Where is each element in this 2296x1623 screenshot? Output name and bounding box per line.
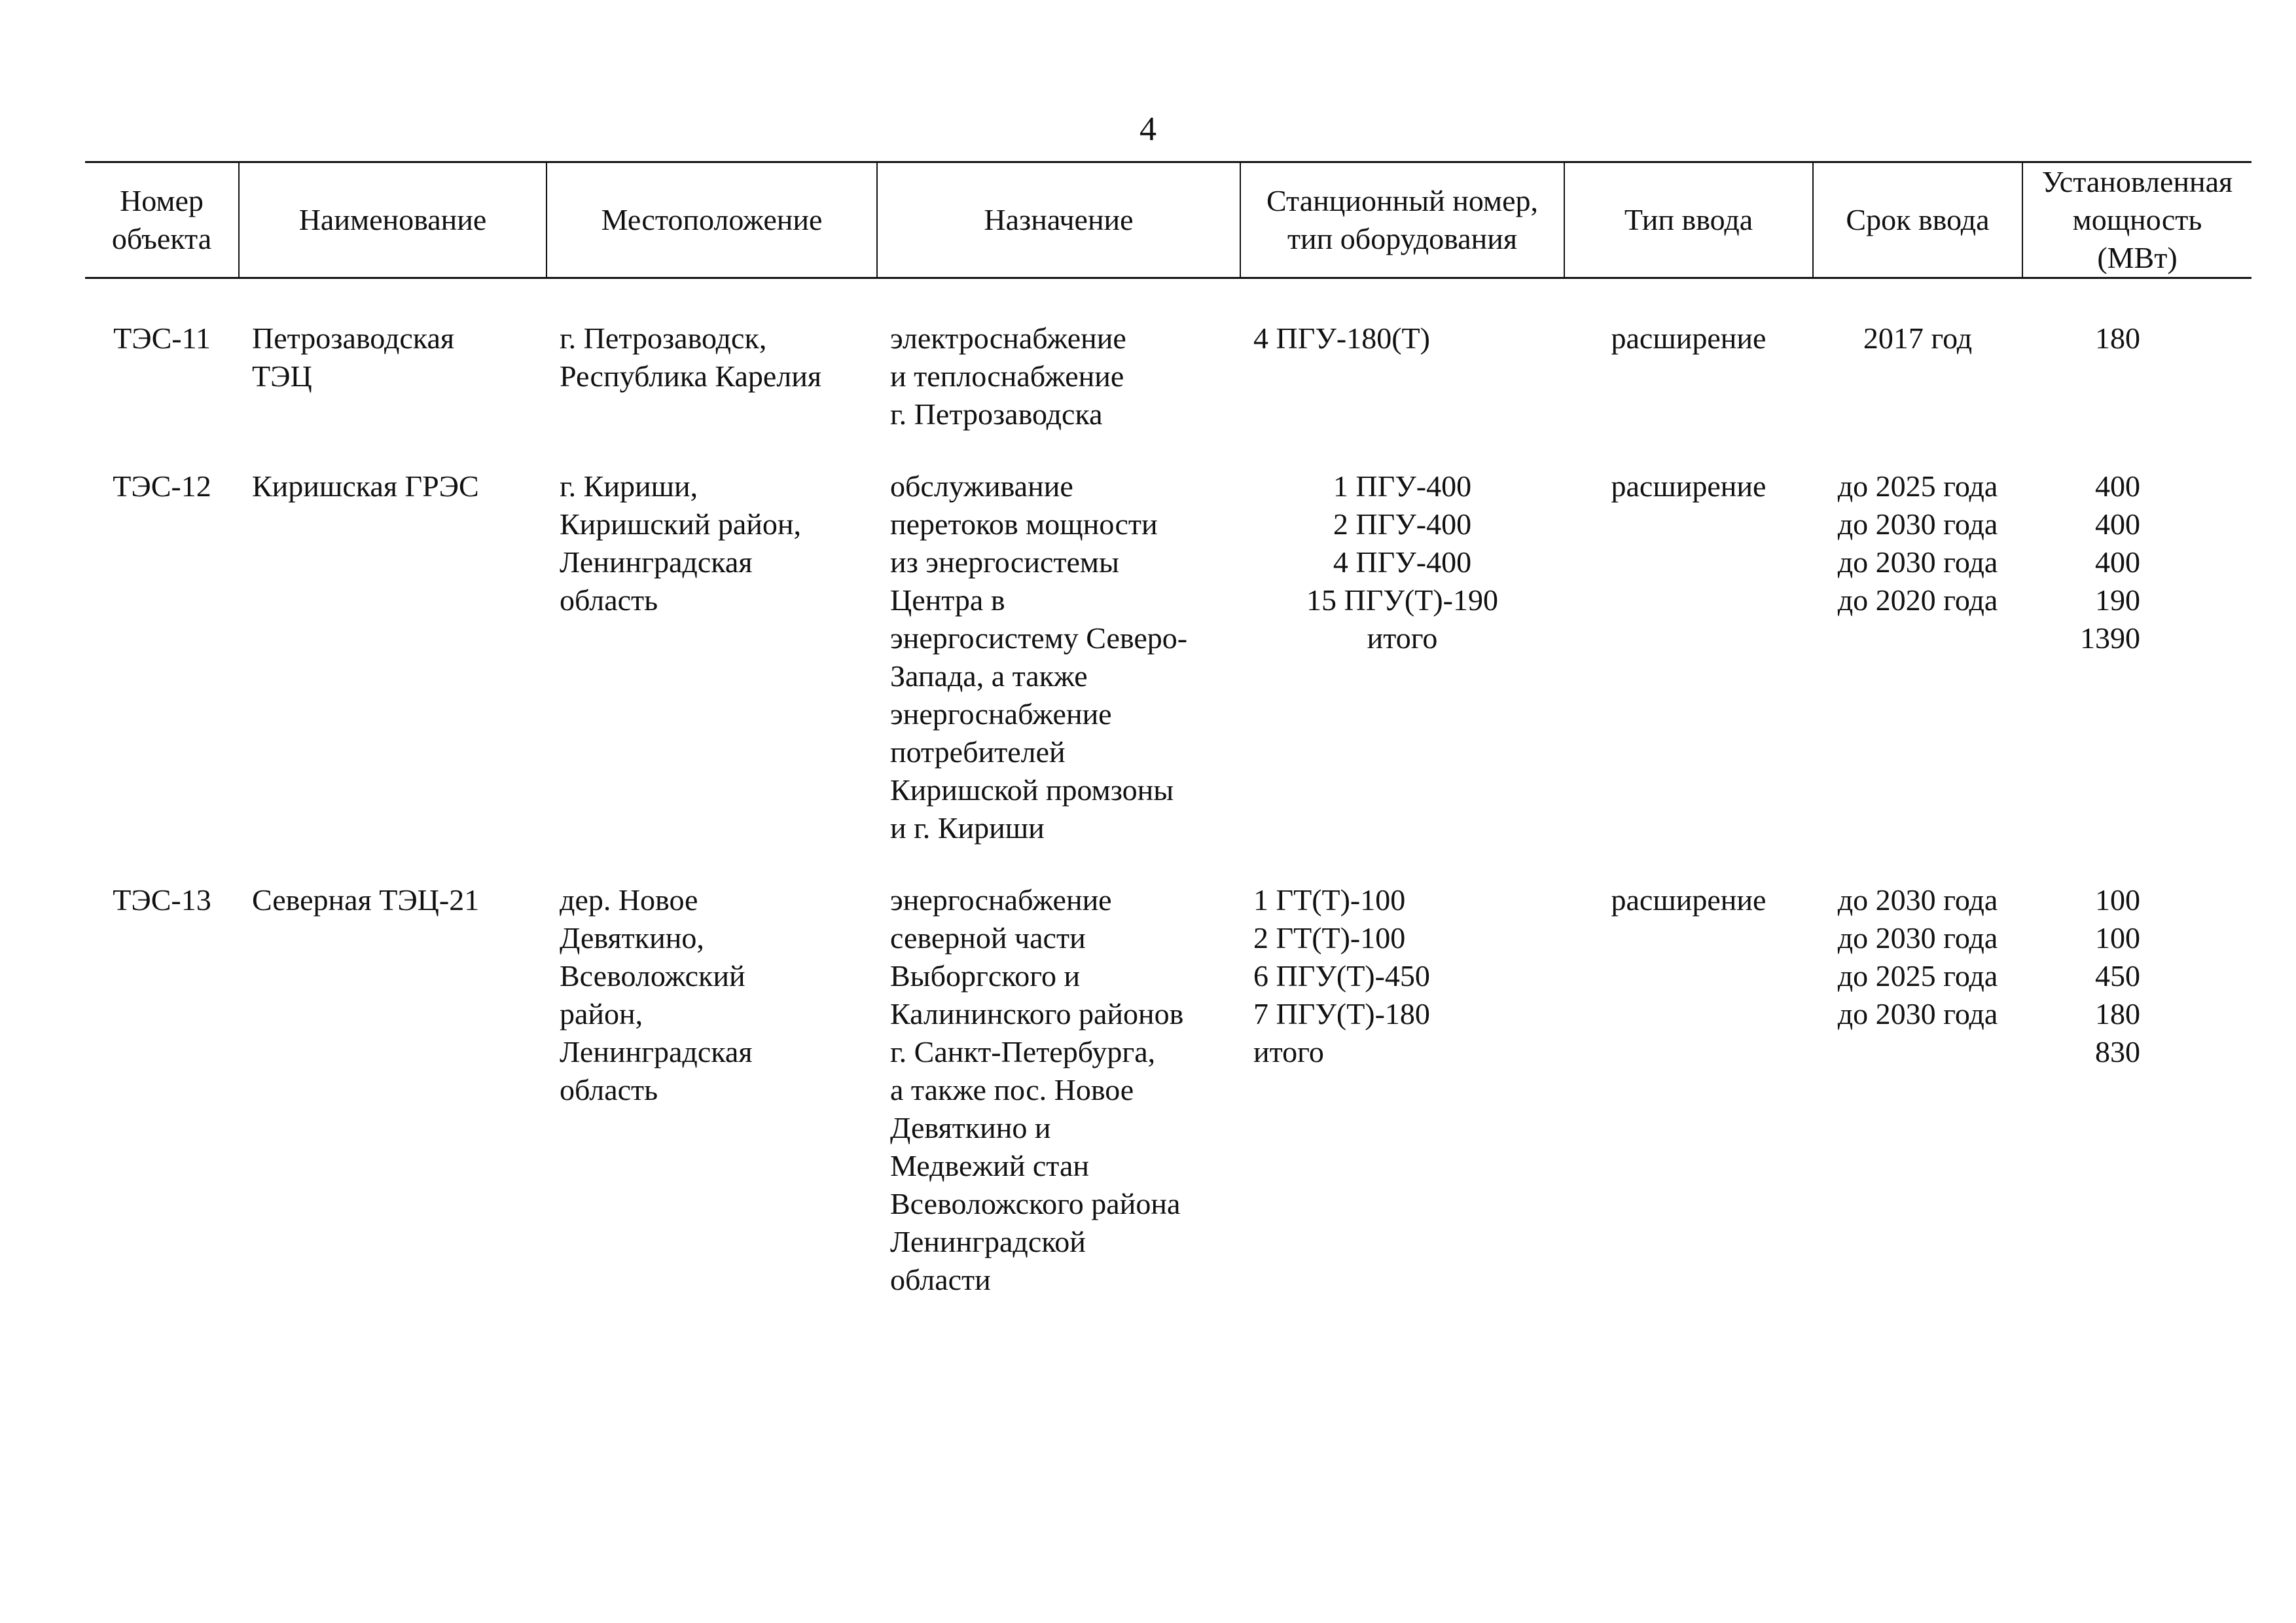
cell-purpose-line: Девяткино и [890, 1111, 1051, 1144]
cell-location-line: Ленинградская [560, 1035, 753, 1068]
cell-equipment [1240, 881, 1564, 1333]
cell-input-date [1813, 881, 2022, 1333]
cell-name-line: ТЭЦ [252, 359, 312, 393]
cell-equipment-line: 1 ГТ(Т)-100 [1253, 883, 1406, 917]
cell-purpose-line: перетоков мощности [890, 507, 1158, 541]
cell-equipment-line: 2 ГТ(Т)-100 [1253, 921, 1406, 955]
header-number: Номер объекта [85, 162, 239, 278]
header-equipment: Станционный номер, тип оборудования [1240, 162, 1564, 278]
cell-power-line: 400 [2095, 507, 2140, 541]
cell-purpose-line: энергоснабжение [890, 883, 1112, 917]
cell-input-date [1813, 467, 2022, 881]
cell-location [547, 881, 877, 1333]
cell-equipment-line: 6 ПГУ(Т)-450 [1253, 959, 1430, 993]
cell-input-date-line: до 2025 года [1837, 959, 1998, 993]
cell-input-type: расширение [1611, 883, 1767, 917]
cell-power-line: 400 [2095, 469, 2140, 503]
cell-name-line: Северная ТЭЦ-21 [252, 883, 480, 917]
cell-name [239, 881, 547, 1333]
cell-power-line: 100 [2095, 883, 2140, 917]
cell-purpose-line: энергосистему Северо- [890, 621, 1188, 655]
cell-power [2022, 278, 2251, 468]
cell-location-line: район, [560, 997, 643, 1030]
cell-power-line: 180 [2095, 321, 2140, 355]
cell-power-line: 450 [2095, 959, 2140, 993]
cell-equipment-line: 15 ПГУ(Т)-190 [1306, 583, 1498, 617]
table-row [85, 881, 2251, 1333]
cell-power-line: 400 [2095, 545, 2140, 579]
cell-input-date-line: до 2020 года [1837, 583, 1998, 617]
cell-location [547, 467, 877, 881]
header-purpose: Назначение [877, 162, 1240, 278]
cell-input-date-line: до 2030 года [1837, 921, 1998, 955]
cell-object-number: ТЭС-11 [113, 321, 211, 355]
cell-purpose-line: электроснабжение [890, 321, 1126, 355]
cell-purpose-line: энергоснабжение [890, 697, 1112, 731]
cell-location-line: область [560, 583, 658, 617]
cell-input-date-line: до 2025 года [1837, 469, 1998, 503]
cell-power [2022, 467, 2251, 881]
cell-location-line: дер. Новое [560, 883, 698, 917]
cell-object-number: ТЭС-12 [113, 469, 211, 503]
cell-purpose-line: г. Петрозаводска [890, 397, 1103, 431]
header-location: Местоположение [547, 162, 877, 278]
header-power: Установленная мощность (МВт) [2022, 162, 2251, 278]
cell-equipment-line: итого [1367, 621, 1438, 655]
cell-equipment-line: 4 ПГУ-400 [1333, 545, 1472, 579]
cell-input-type: расширение [1611, 469, 1767, 503]
cell-location-line: Всеволожский [560, 959, 745, 993]
cell-power-line: 830 [2095, 1035, 2140, 1068]
cell-location-line: Девяткино, [560, 921, 704, 955]
cell-power-line: 180 [2095, 997, 2140, 1030]
cell-purpose-line: Всеволожского района [890, 1187, 1181, 1220]
cell-location-line: область [560, 1073, 658, 1106]
cell-purpose-line: а также пос. Новое [890, 1073, 1134, 1106]
header-input-date: Срок ввода [1813, 162, 2022, 278]
cell-location [547, 278, 877, 468]
cell-purpose-line: обслуживание [890, 469, 1073, 503]
cell-equipment-line: 7 ПГУ(Т)-180 [1253, 997, 1430, 1030]
cell-purpose-line: области [890, 1263, 991, 1296]
cell-location-line: Ленинградская [560, 545, 753, 579]
cell-power [2022, 881, 2251, 1333]
table-header-row [85, 162, 2251, 278]
cell-purpose-line: потребителей [890, 735, 1066, 769]
header-input-type: Тип ввода [1564, 162, 1813, 278]
cell-input-date-line: до 2030 года [1837, 997, 1998, 1030]
cell-input-date [1813, 278, 2022, 468]
cell-input-date-line: до 2030 года [1837, 545, 1998, 579]
cell-input-date-line: 2017 год [1863, 321, 1973, 355]
cell-input-date-line: до 2030 года [1837, 883, 1998, 917]
cell-purpose-line: и г. Кириши [890, 811, 1045, 845]
cell-purpose [877, 278, 1240, 468]
cell-equipment-line: итого [1253, 1035, 1324, 1068]
cell-equipment-line: 2 ПГУ-400 [1333, 507, 1472, 541]
cell-purpose-line: и теплоснабжение [890, 359, 1124, 393]
cell-name [239, 467, 547, 881]
cell-location-line: Республика Карелия [560, 359, 822, 393]
cell-purpose-line: Центра в [890, 583, 1005, 617]
table-row [85, 467, 2251, 881]
cell-purpose [877, 881, 1240, 1333]
cell-purpose-line: Запада, а также [890, 659, 1088, 693]
cell-purpose [877, 467, 1240, 881]
header-name: Наименование [239, 162, 547, 278]
table-row [85, 278, 2251, 468]
cell-location-line: г. Кириши, [560, 469, 698, 503]
cell-purpose-line: северной части [890, 921, 1086, 955]
cell-location-line: Киришский район, [560, 507, 801, 541]
cell-input-date-line: до 2030 года [1837, 507, 1998, 541]
power-plants-table [85, 161, 2251, 1333]
cell-purpose-line: Ленинградской [890, 1225, 1086, 1258]
cell-purpose-line: из энергосистемы [890, 545, 1119, 579]
cell-purpose-line: Выборгского и [890, 959, 1081, 993]
cell-purpose-line: Киришской промзоны [890, 773, 1174, 807]
cell-power-line: 100 [2095, 921, 2140, 955]
cell-input-type: расширение [1611, 321, 1767, 355]
cell-name-line: Киришская ГРЭС [252, 469, 479, 503]
cell-name [239, 278, 547, 468]
cell-purpose-line: г. Санкт-Петербурга, [890, 1035, 1156, 1068]
cell-purpose-line: Калининского районов [890, 997, 1184, 1030]
cell-equipment [1240, 278, 1564, 468]
cell-location-line: г. Петрозаводск, [560, 321, 767, 355]
cell-equipment [1240, 467, 1564, 881]
cell-name-line: Петрозаводская [252, 321, 455, 355]
page-number: 4 [1139, 111, 1157, 148]
cell-equipment-line: 4 ПГУ-180(Т) [1253, 321, 1430, 355]
cell-object-number: ТЭС-13 [113, 883, 211, 917]
cell-equipment-line: 1 ПГУ-400 [1333, 469, 1472, 503]
cell-power-line: 1390 [2080, 621, 2140, 655]
cell-power-line: 190 [2095, 583, 2140, 617]
cell-purpose-line: Медвежий стан [890, 1149, 1090, 1182]
